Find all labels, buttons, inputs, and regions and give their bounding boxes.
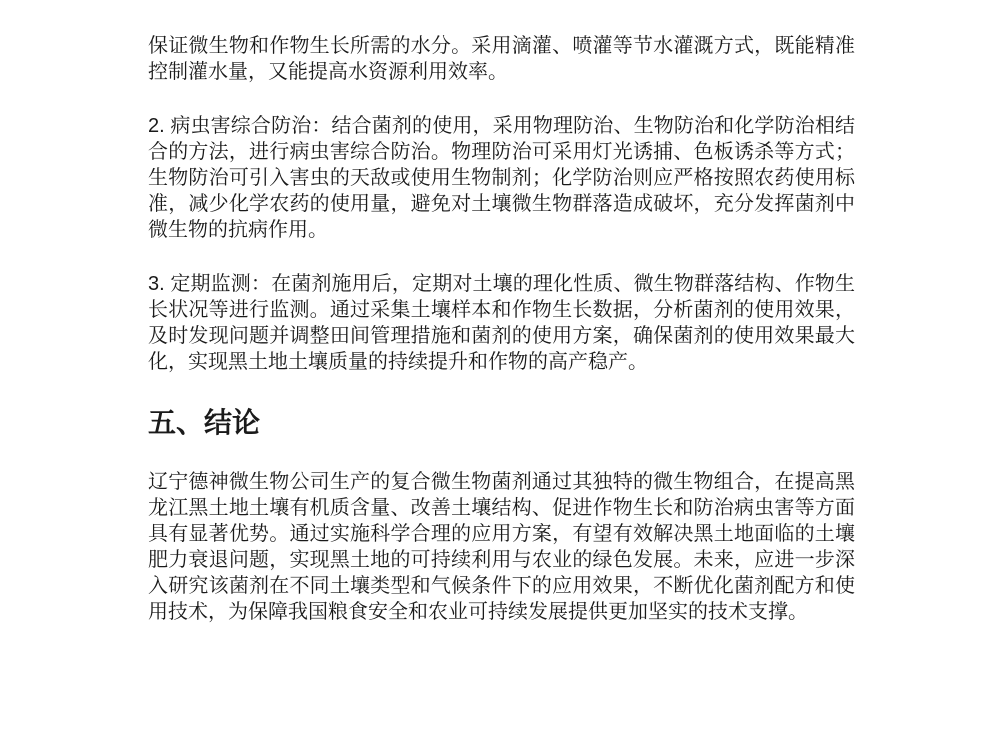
text-line: 化，实现黑土地土壤质量的持续提升和作物的高产稳产。	[148, 351, 648, 373]
paragraph-monitoring	[148, 271, 855, 375]
paragraph-irrigation	[148, 33, 855, 85]
text-line: 肥力衰退问题，实现黑土地的可持续利用与农业的绿色发展。未来，应进一步深	[148, 549, 855, 571]
text-line: 用技术，为保障我国粮食安全和农业可持续发展提供更加坚实的技术支撑。	[148, 601, 808, 623]
document-content	[148, 33, 855, 653]
section-heading-conclusion: 五、结论	[148, 407, 261, 438]
text-line: 辽宁德神微生物公司生产的复合微生物菌剂通过其独特的微生物组合，在提高黑	[148, 471, 855, 493]
text-line: 龙江黑土地土壤有机质含量、改善土壤结构、促进作物生长和防治病虫害等方面	[148, 497, 855, 519]
text-line: 微生物的抗病作用。	[148, 219, 328, 241]
text-line: 具有显著优势。通过实施科学合理的应用方案，有望有效解决黑土地面临的土壤	[148, 523, 855, 545]
text-line: 准，减少化学农药的使用量，避免对土壤微生物群落造成破坏，充分发挥菌剂中	[148, 193, 855, 215]
text-line: 3. 定期监测：在菌剂施用后，定期对土壤的理化性质、微生物群落结构、作物生	[148, 273, 855, 295]
text-line: 合的方法，进行病虫害综合防治。物理防治可采用灯光诱捕、色板诱杀等方式；	[148, 141, 855, 163]
paragraph-conclusion	[148, 469, 855, 625]
text-line: 长状况等进行监测。通过采集土壤样本和作物生长数据，分析菌剂的使用效果，	[148, 299, 855, 321]
text-line: 2. 病虫害综合防治：结合菌剂的使用，采用物理防治、生物防治和化学防治相结	[148, 115, 855, 137]
paragraph-pest-control	[148, 113, 855, 243]
text-line: 及时发现问题并调整田间管理措施和菌剂的使用方案，确保菌剂的使用效果最大	[148, 325, 855, 347]
text-line: 生物防治可引入害虫的天敌或使用生物制剂；化学防治则应严格按照农药使用标	[148, 167, 855, 189]
text-line: 保证微生物和作物生长所需的水分。采用滴灌、喷灌等节水灌溉方式，既能精准	[148, 35, 855, 57]
text-line: 入研究该菌剂在不同土壤类型和气候条件下的应用效果，不断优化菌剂配方和使	[148, 575, 855, 597]
text-line: 控制灌水量，又能提高水资源利用效率。	[148, 61, 508, 83]
